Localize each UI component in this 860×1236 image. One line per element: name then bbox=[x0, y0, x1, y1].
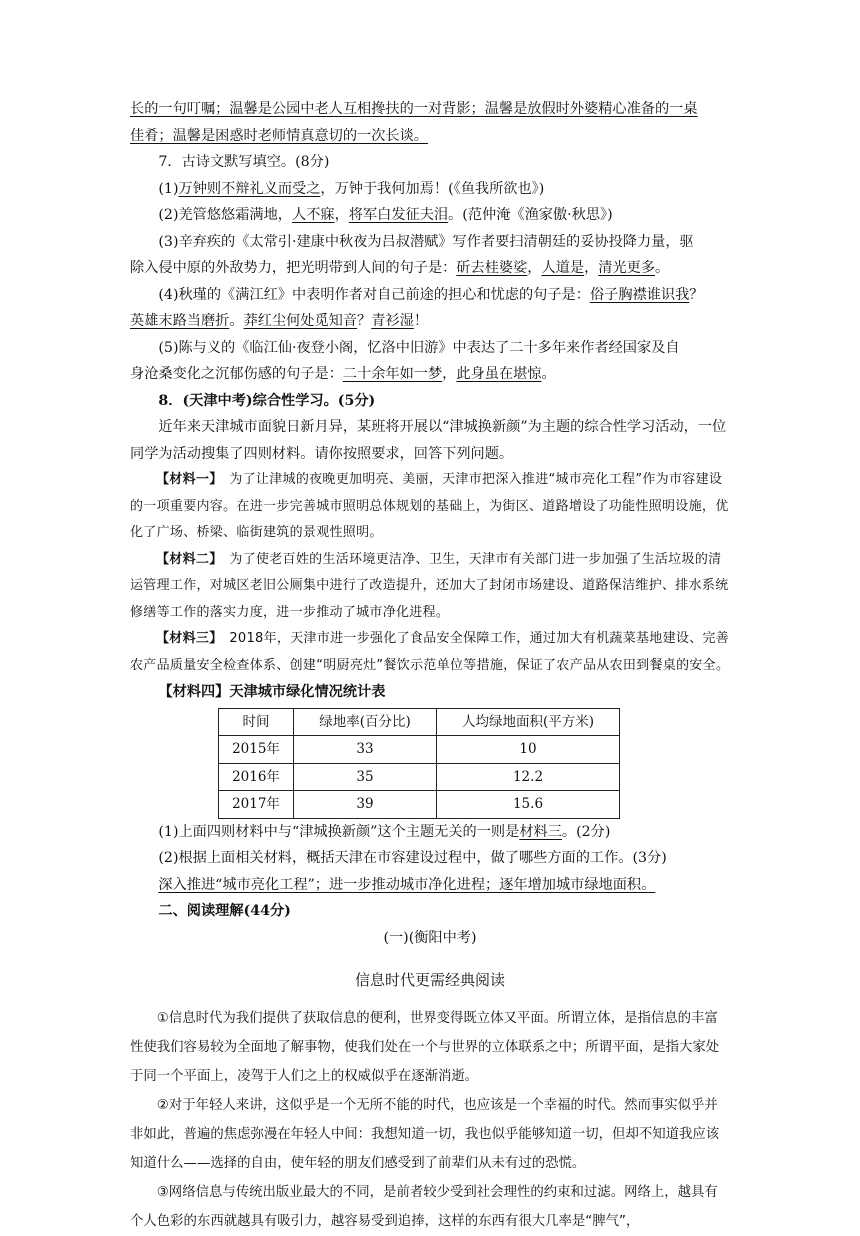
table-row bbox=[219, 736, 620, 764]
answer: 清光更多 bbox=[598, 260, 656, 276]
answer: 莽红尘何处觅知音 bbox=[243, 313, 358, 329]
q7-title: 7．古诗文默写填空。(8分) bbox=[158, 154, 330, 170]
document-page bbox=[130, 96, 730, 1236]
answer: 人不寐 bbox=[292, 207, 335, 223]
continuation-line-2: 佳肴；温馨是困惑时老师情真意切的一次长谈。 bbox=[130, 127, 428, 144]
table-cell: 35 bbox=[294, 763, 437, 791]
table-cell: 2017年 bbox=[219, 791, 294, 819]
answer: 万钟则不辩礼义而受之 bbox=[178, 180, 321, 197]
q8-intro: 近年来天津城市面貌日新月异，某班将开展以“津城换新颜”为主题的综合性学习活动，一位同学为活动搜集了四则材料。请你按照要求，回答下列问题。 bbox=[130, 419, 727, 462]
table-cell: 33 bbox=[294, 736, 437, 764]
q8-answer-1: (1)上面四则材料中与“津城换新颜”这个主题无关的一则是材料三。(2分) bbox=[158, 823, 611, 840]
table-header: 绿地率(百分比) bbox=[294, 708, 437, 736]
table-row bbox=[219, 763, 620, 791]
answer: 俗子胸襟谁识我 bbox=[589, 286, 690, 303]
q7-sub1: (1)万钟则不辩礼义而受之，万钟于我何加焉！(《鱼我所欲也》) bbox=[158, 180, 545, 197]
answer: 材料三 bbox=[519, 823, 562, 840]
material-1: 【材料一】 为了让津城的夜晚更加明亮、美丽，天津市把深入推进“城市亮化工程”作为市容建设的一项重要内容。在进一步完善城市照明总体规划的基础上，为街区、道路增设了功能性照明设施，优化了广场、桥梁、临街建筑的景观性照明。 bbox=[130, 472, 729, 540]
answer: 将军白发征夫泪 bbox=[348, 207, 449, 223]
section-2-title: 二、阅读理解(44分) bbox=[158, 903, 291, 919]
table-cell: 2016年 bbox=[219, 763, 294, 791]
table-row bbox=[219, 791, 620, 819]
table-cell: 10 bbox=[437, 736, 620, 764]
q7-sub2: (2)羌管悠悠霜满地，人不寐，将军白发征夫泪。(范仲淹《渔家傲·秋思》) bbox=[158, 207, 613, 223]
table-cell: 12.2 bbox=[437, 763, 620, 791]
material-2: 【材料二】 为了使老百姓的生活环境更洁净、卫生，天津市有关部门进一步加强了生活垃圾的清运管理工作，对城区老旧公厕集中进行了改造提升，还加大了封闭市场建设、道路保洁维护、排水系统修缮等工作的落实力度，进一步推动了城市净化进程。 bbox=[130, 551, 729, 620]
table-header: 时间 bbox=[219, 708, 294, 736]
q7-sub3: (3)辛弃疾的《太常引·建康中秋夜为吕叔潜赋》写作者要扫清朝廷的妥协投降力量，驱 除入侵中原的外敌势力，把光明带到人间的句子是：斫去桂婆娑，人道是，清光更多。 bbox=[130, 233, 694, 276]
table-cell: 15.6 bbox=[437, 791, 620, 819]
q7-sub4: (4)秋瑾的《满江红》中表明作者对自己前途的担心和忧虑的句子是：俗子胸襟谁识我？ 英雄末路当磨折。莽红尘何处觅知音？青衫湿！ bbox=[130, 286, 704, 329]
continuation-line-1: 长的一句叮嘱；温馨是公园中老人互相搀扶的一对背影；温馨是放假时外婆精心准备的一桌 bbox=[130, 101, 698, 117]
q8-answer-2: 深入推进“城市亮化工程”；进一步推动城市净化进程；逐年增加城市绿地面积。 bbox=[158, 876, 656, 893]
answer: 此身虽在堪惊 bbox=[456, 366, 542, 382]
answer: 青衫湿 bbox=[371, 313, 414, 329]
table-cell: 2015年 bbox=[219, 736, 294, 764]
answer: 人道是 bbox=[541, 260, 585, 276]
material-4-title: 【材料四】天津城市绿化情况统计表 bbox=[158, 684, 386, 700]
q8-title: 8．(天津中考)综合性学习。(5分) bbox=[158, 392, 376, 409]
article-paragraph-3: ③网络信息与传统出版业最大的不同，是前者较少受到社会理性的约束和过滤。网络上，越具有个人色彩的东西就越具有吸引力，越容易受到追捧，这样的东西有很大几率是“脾气”， bbox=[130, 1184, 718, 1229]
material-3: 【材料三】 2018年，天津市进一步强化了食品安全保障工作，通过加大有机蔬菜基地建设、完善农产品质量安全检查体系、创建“明厨亮灶”餐饮示范单位等措施，保证了农产品从农田到餐桌的安全。 bbox=[130, 631, 730, 673]
article-paragraph-2: ②对于年轻人来讲，这似乎是一个无所不能的时代，也应该是一个幸福的时代。然而事实似乎并非如此，普遍的焦虑弥漫在年轻人中间：我想知道一切，我也似乎能够知道一切，但却不知道我应该知道什么——选择的自由，使年轻的朋友们感受到了前辈们从未有过的恐慌。 bbox=[130, 1097, 720, 1171]
answer: 英雄末路当磨折 bbox=[130, 313, 230, 329]
table-header: 人均绿地面积(平方米) bbox=[437, 708, 620, 736]
article-paragraph-1: ①信息时代为我们提供了获取信息的便利，世界变得既立体又平面。所谓立体，是指信息的丰富性使我们容易较为全面地了解事物，使我们处在一个与世界的立体联系之中；所谓平面，是指大家处于同一个平面上，凌驾于人们之上的权威似乎在逐渐消逝。 bbox=[130, 1010, 720, 1084]
table-header-row bbox=[219, 708, 620, 736]
table-cell: 39 bbox=[294, 791, 437, 819]
q7-sub5: (5)陈与义的《临江仙·夜登小阁，忆洛中旧游》中表达了二十多年来作者经国家及自 身沧桑变化之沉郁伤感的句子是：二十余年如一梦，此身虽在堪惊。 bbox=[130, 339, 680, 382]
answer: 二十余年如一梦 bbox=[342, 366, 443, 382]
article-title: 信息时代更需经典阅读 bbox=[354, 971, 505, 989]
greening-stats-table bbox=[218, 708, 620, 819]
q8-question-2: (2)根据上面相关材料，概括天津在市容建设过程中，做了哪些方面的工作。(3分) bbox=[158, 850, 667, 866]
answer: 斫去桂婆娑 bbox=[456, 260, 528, 276]
section-2-subtitle: (一)(衡阳中考) bbox=[383, 929, 477, 946]
